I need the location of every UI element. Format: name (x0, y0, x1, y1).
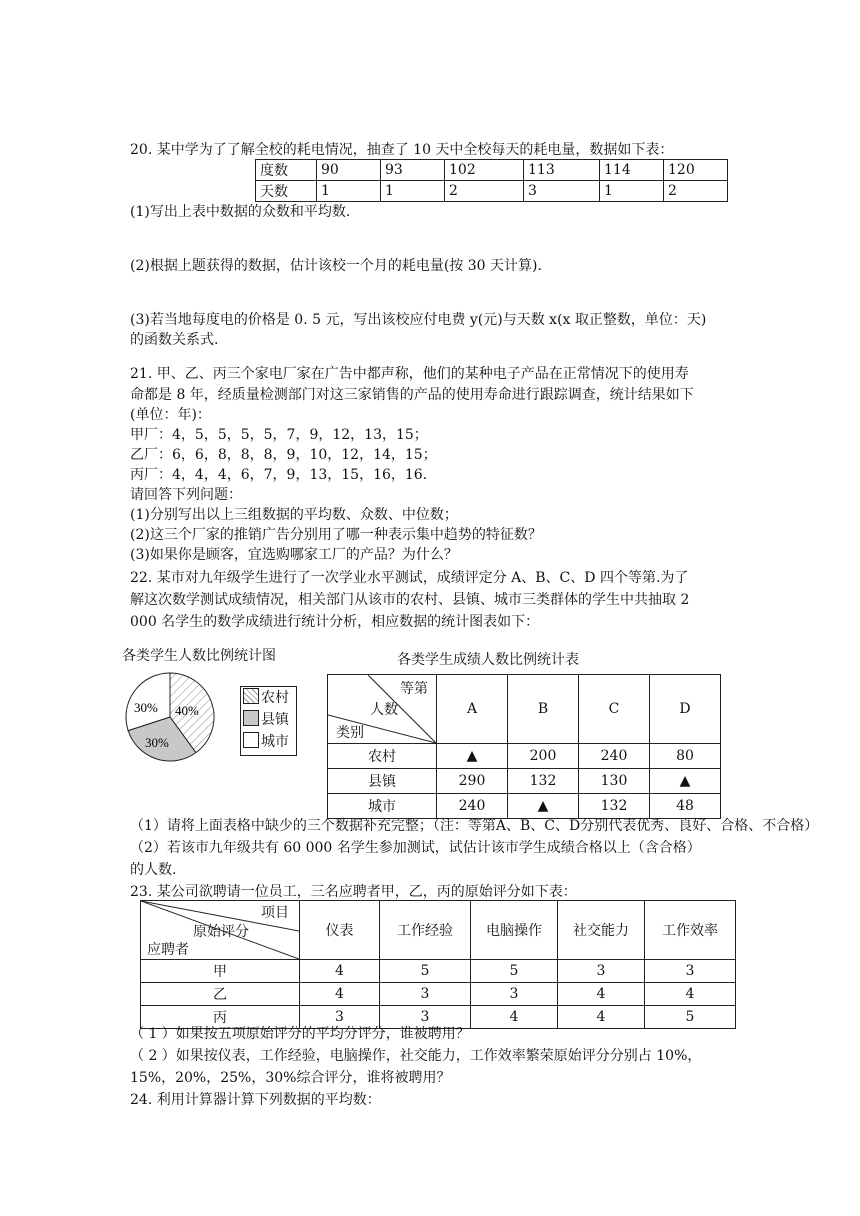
table-cell: 城市 (328, 794, 437, 819)
table-title: 各类学生成绩人数比例统计表 (397, 652, 579, 668)
q21-line6: 丙厂：4，4，4，6，7，9，13，15，16，16. (130, 467, 428, 483)
pie-label-rural: 40% (175, 703, 199, 718)
q21-line5: 乙厂：6，6，8，8，8，9，10，12，14，15； (130, 447, 437, 463)
table-row (141, 960, 736, 983)
table-cell: 3 (380, 1006, 471, 1029)
header-applicant: 应聘者 (147, 942, 189, 958)
table-cell: ▲ (437, 744, 508, 769)
legend-item (243, 709, 296, 731)
diagonal-header-cell (141, 901, 300, 960)
q22-part2-line2: 的人数. (130, 862, 177, 878)
table-cell: 4 (558, 1006, 645, 1029)
table-cell: 120 (664, 160, 728, 181)
legend-label: 县镇 (261, 712, 289, 728)
table-cell: 90 (317, 160, 381, 181)
table-cell: 132 (508, 769, 579, 794)
column-header: A (437, 675, 508, 744)
table-cell: 乙 (141, 983, 300, 1006)
q21-line9: (2)这三个厂家的推销广告分别用了哪一种表示集中趋势的特征数？ (130, 527, 542, 543)
table-header-row (328, 675, 721, 744)
table-row (141, 983, 736, 1006)
q20-table (255, 159, 728, 202)
q23-part2-line1: （ 2 ）如果按仪表，工作经验，电脑操作，社交能力，工作效率繁荣原始评分分别占 10%， (130, 1048, 702, 1064)
q20-part3-line2: 的函数关系式. (130, 332, 219, 348)
legend-label: 城市 (261, 734, 289, 750)
legend-swatch-white (243, 732, 259, 748)
table-cell: 天数 (256, 181, 317, 202)
table-cell: 130 (579, 769, 650, 794)
table-cell: 5 (645, 1006, 736, 1029)
pie-chart (120, 670, 220, 770)
table-cell: 93 (381, 160, 445, 181)
pie-label-city: 30% (134, 700, 158, 715)
q24-stem: 24. 利用计算器计算下列数据的平均数： (130, 1092, 381, 1108)
table-cell: 甲 (141, 960, 300, 983)
table-cell: 4 (471, 1006, 558, 1029)
table-cell: 2 (664, 181, 728, 202)
q23-part2-line2: 15%，20%，25%，30%综合评分，谁将被聘用？ (130, 1070, 451, 1086)
table-row (256, 181, 728, 202)
table-cell: 1 (381, 181, 445, 202)
table-cell: 48 (650, 794, 721, 819)
q21-line8: (1)分别写出以上三组数据的平均数、众数、中位数； (130, 507, 458, 523)
q22-line2: 解这次数学测试成绩情况，相关部门从该市的农村、县镇、城市三类群体的学生中共抽取 2 (130, 592, 690, 608)
table-row (328, 794, 721, 819)
column-header: D (650, 675, 721, 744)
pie-legend (240, 686, 297, 756)
q22-line1: 22. 某市对九年级学生进行了一次学业水平测试，成绩评定分 A、B、C、D 四个等第.为了 (130, 570, 689, 586)
q20-part1: (1)写出上表中数据的众数和平均数. (130, 204, 351, 220)
column-header: C (579, 675, 650, 744)
header-count: 人数 (370, 702, 398, 718)
column-header: 仪表 (300, 901, 380, 960)
column-header: 工作经验 (380, 901, 471, 960)
table-cell: ▲ (650, 769, 721, 794)
table-cell: 4 (300, 983, 380, 1006)
table-cell: 4 (558, 983, 645, 1006)
table-cell: 3 (300, 1006, 380, 1029)
table-row (328, 769, 721, 794)
table-row (328, 744, 721, 769)
table-cell: 240 (579, 744, 650, 769)
q23-part1: （ 1 ）如果按五项原始评分的平均分评分，谁被聘用？ (130, 1026, 470, 1042)
table-cell: 5 (471, 960, 558, 983)
header-grade: 等第 (400, 681, 428, 697)
table-cell: 240 (437, 794, 508, 819)
q20-part2: (2)根据上题获得的数据，估计该校一个月的耗电量(按 30 天计算). (130, 258, 542, 274)
column-header: 工作效率 (645, 901, 736, 960)
q22-part1-note: （注：等第A、B、C、D分别代表优秀、良好、合格、不合格） (432, 818, 819, 834)
grade-table (327, 674, 721, 819)
q20-stem: 20. 某中学为了了解全校的耗电情况，抽查了 10 天中全校每天的耗电量，数据如下表： (130, 142, 674, 158)
legend-swatch-gray (243, 710, 259, 726)
table-cell: 80 (650, 744, 721, 769)
legend-item (243, 731, 296, 753)
q22-part1-text: （1）请将上面表格中缺少的三个数据补充完整； (130, 818, 433, 834)
table-cell: 1 (317, 181, 381, 202)
table-cell: 5 (380, 960, 471, 983)
table-cell: 度数 (256, 160, 317, 181)
header-score: 原始评分 (193, 924, 249, 940)
table-row (256, 160, 728, 181)
table-cell: 丙 (141, 1006, 300, 1029)
table-cell: 3 (524, 181, 600, 202)
diagonal-header-cell (328, 675, 437, 744)
table-cell: ▲ (508, 794, 579, 819)
header-category: 类别 (336, 725, 364, 741)
column-header: B (508, 675, 579, 744)
q21-line10: (3)如果你是顾客，宜选购哪家工厂的产品？为什么？ (130, 547, 458, 563)
table-cell: 1 (600, 181, 664, 202)
table-cell: 4 (645, 983, 736, 1006)
column-header: 社交能力 (558, 901, 645, 960)
table-cell: 3 (645, 960, 736, 983)
table-cell: 农村 (328, 744, 437, 769)
table-cell: 114 (600, 160, 664, 181)
pie-title: 各类学生人数比例统计图 (122, 648, 276, 664)
pie-label-county: 30% (145, 735, 169, 750)
table-cell: 290 (437, 769, 508, 794)
legend-item (243, 687, 296, 709)
applicant-table (140, 900, 736, 1029)
column-header: 电脑操作 (471, 901, 558, 960)
q21-line7: 请回答下列问题： (130, 487, 242, 503)
legend-label: 农村 (261, 690, 289, 706)
table-cell: 200 (508, 744, 579, 769)
q21-line2: 命都是 8 年，经质量检测部门对这三家销售的产品的使用寿命进行跟踪调查，统计结果如下 (130, 387, 694, 403)
header-item: 项目 (261, 905, 289, 921)
q23-stem: 23. 某公司欲聘请一位员工，三名应聘者甲，乙，丙的原始评分如下表： (130, 884, 577, 900)
table-cell: 4 (300, 960, 380, 983)
table-cell: 132 (579, 794, 650, 819)
table-cell: 113 (524, 160, 600, 181)
table-cell: 3 (380, 983, 471, 1006)
q22-part1 (130, 816, 818, 836)
table-cell: 3 (558, 960, 645, 983)
q22-line3: 000 名学生的数学成绩进行统计分析，相应数据的统计图表如下： (130, 614, 540, 630)
table-cell: 2 (445, 181, 524, 202)
q22-part2-line1: （2）若该市九年级共有 60 000 名学生参加测试，试估计该市学生成绩合格以上（含合格） (130, 840, 701, 856)
table-cell: 3 (471, 983, 558, 1006)
q21-line4: 甲厂：4，5，5，5，5，7，9，12，13，15； (130, 427, 428, 443)
q21-line1: 21. 甲、乙、丙三个家电厂家在广告中都声称，他们的某种电子产品在正常情况下的使用寿 (130, 366, 689, 382)
table-cell: 县镇 (328, 769, 437, 794)
table-cell: 102 (445, 160, 524, 181)
legend-swatch-hatched (243, 688, 259, 704)
q21-line3: (单位：年)： (130, 407, 211, 423)
q20-part3-line1: (3)若当地每度电的价格是 0. 5 元，写出该校应付电费 y(元)与天数 x(x 取正整数，单位：天) (130, 312, 707, 328)
table-header-row (141, 901, 736, 960)
